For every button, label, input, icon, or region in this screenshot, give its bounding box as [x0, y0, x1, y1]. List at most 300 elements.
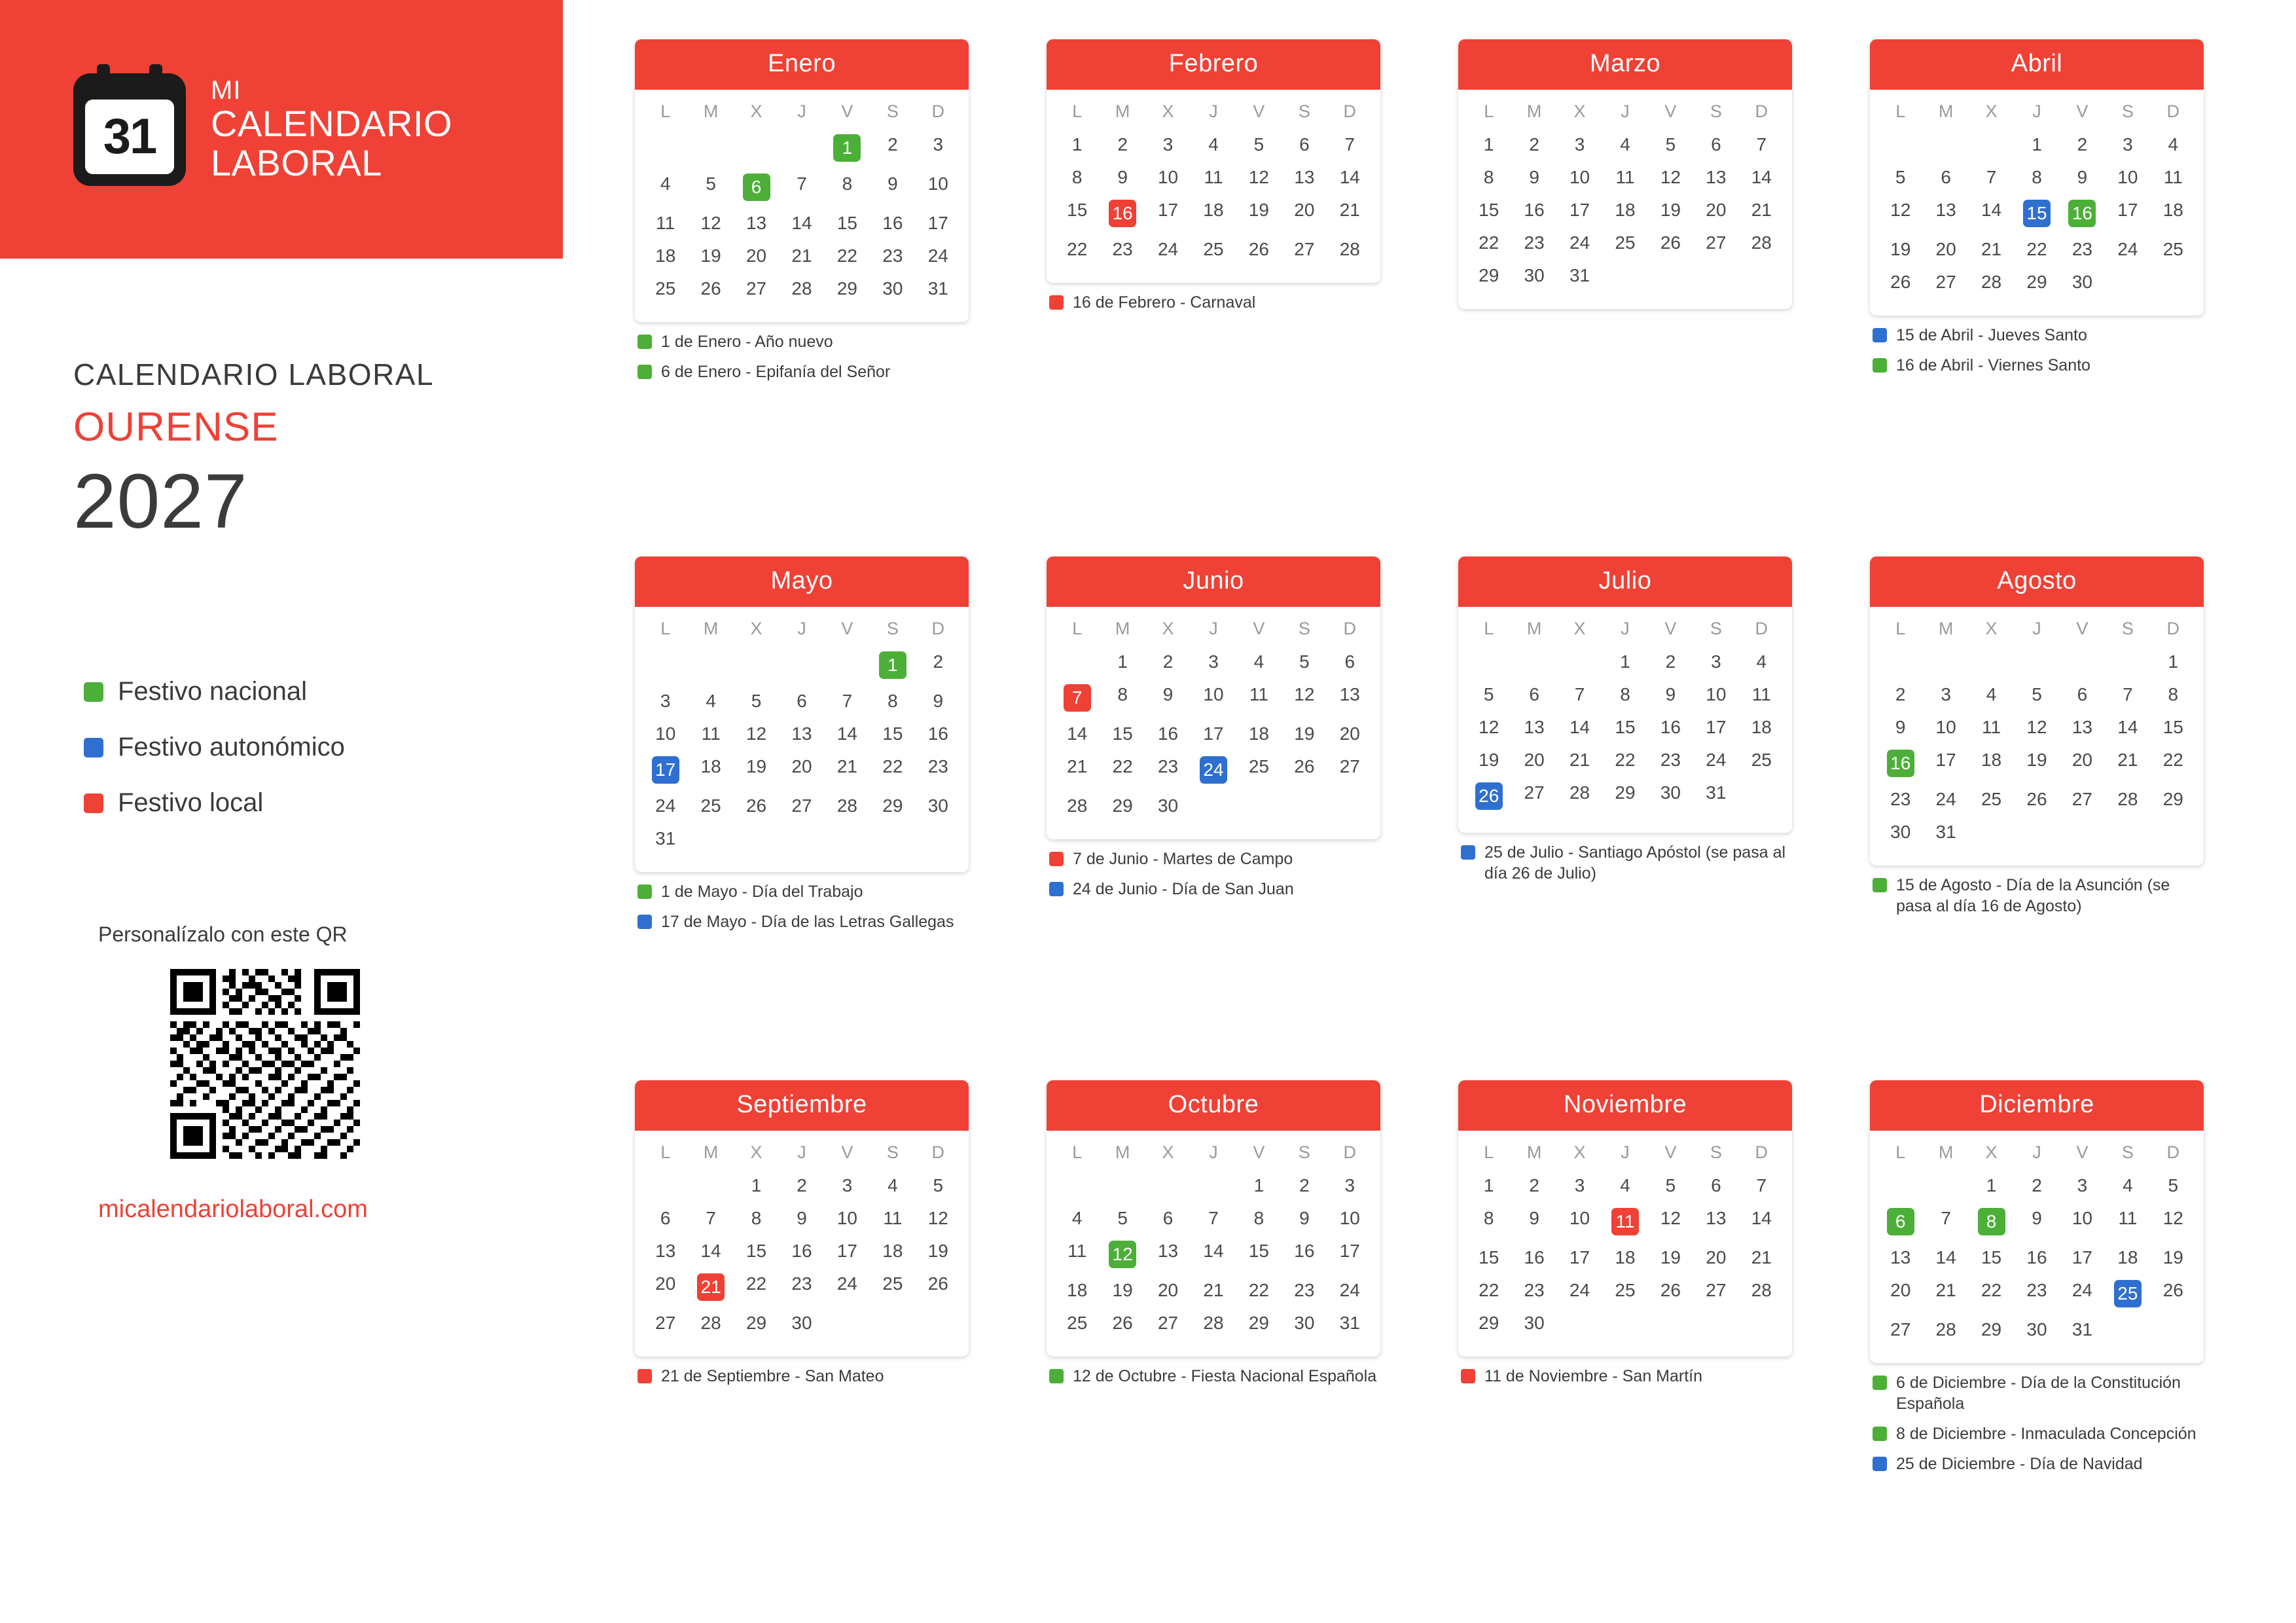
day-cell: 14 — [700, 1241, 721, 1261]
day-cell: 3 — [1711, 651, 1721, 672]
day-cell: 29 — [1981, 1319, 2002, 1340]
day-cell: 24 — [1706, 750, 1727, 770]
day-cell-empty — [1878, 646, 1923, 678]
day-cell: 22 — [882, 756, 903, 776]
website-link[interactable]: micalendariolaboral.com — [98, 1195, 368, 1223]
day-cell: 23 — [1660, 750, 1681, 770]
day-cell: 4 — [1208, 134, 1219, 155]
legend-label: Festivo local — [118, 788, 264, 817]
weekday-label: X — [1985, 101, 1998, 121]
week-row — [1878, 161, 2196, 194]
day-cell-empty — [2151, 1313, 2196, 1346]
day-cell: 4 — [2168, 134, 2179, 155]
day-cell: 16 — [1524, 1247, 1545, 1267]
holiday-notes — [1047, 848, 1380, 900]
day-cell — [688, 1267, 733, 1307]
day-cell: 26 — [1112, 1313, 1133, 1333]
day-cell: 18 — [2117, 1247, 2138, 1267]
day-cell: 29 — [1479, 1313, 1499, 1333]
day-cell-empty — [1878, 128, 1923, 161]
weekday-label: X — [1162, 1142, 1174, 1162]
day-cell: 10 — [2072, 1208, 2092, 1228]
week-row — [1878, 678, 2196, 711]
day-cell: 28 — [1935, 1319, 1956, 1340]
day-cell: 10 — [1203, 684, 1224, 704]
day-cell-empty — [734, 822, 779, 855]
weekday-label: J — [1621, 101, 1630, 121]
weekday-label: M — [1115, 619, 1130, 638]
day-cell: 24 — [655, 795, 676, 816]
day-cell-empty — [2014, 646, 2059, 678]
sidebar — [0, 0, 563, 1623]
day-cell: 9 — [888, 173, 898, 194]
weekday-label: D — [1755, 101, 1768, 121]
day-cell: 15 — [836, 213, 857, 233]
day-cell-empty — [2014, 816, 2059, 848]
day-cell: 14 — [1569, 717, 1590, 737]
day-cell — [1878, 744, 1923, 783]
qr-code-svg — [170, 969, 360, 1159]
day-cell-empty — [643, 646, 688, 685]
day-cell-empty — [2105, 1313, 2150, 1346]
weekday-label: S — [1710, 1142, 1722, 1162]
weekday-label: L — [1072, 619, 1083, 638]
weekday-label: D — [1343, 101, 1357, 121]
day-cell: 29 — [745, 1313, 767, 1333]
weekday-label: X — [1985, 1142, 1998, 1162]
day-cell: 29 — [1615, 782, 1636, 803]
holiday-note-text: 7 de Junio - Martes de Campo — [1073, 850, 1293, 868]
week-row — [1466, 1274, 1784, 1307]
day-cell: 14 — [1067, 723, 1088, 744]
week-row — [643, 718, 961, 750]
day-cell: 5 — [1483, 684, 1494, 704]
day-cell: 13 — [1890, 1247, 1911, 1267]
weekday-label: J — [2032, 101, 2041, 121]
day-cell: 18 — [1248, 723, 1269, 744]
day-cell-empty — [1602, 1307, 1647, 1340]
week-row — [1054, 678, 1372, 718]
weekday-label: M — [703, 101, 719, 121]
day-cell: 28 — [1751, 1280, 1772, 1300]
weekday-label: X — [1573, 1142, 1586, 1162]
day-cell: 2 — [2077, 134, 2088, 155]
day-cell: 8 — [1483, 1208, 1494, 1228]
day-cell: 12 — [1660, 1208, 1681, 1228]
day-cell: 15 — [1248, 1241, 1269, 1261]
weekday-label: M — [703, 619, 719, 638]
holiday-day-marker: 26 — [1475, 782, 1503, 810]
legend-label: Festivo nacional — [118, 677, 308, 706]
day-cell: 12 — [1479, 717, 1499, 737]
day-cell: 4 — [888, 1175, 898, 1195]
month-body — [1458, 90, 1792, 309]
weekday-label: M — [1526, 619, 1542, 638]
week-row — [1878, 1274, 2196, 1313]
week-row — [643, 1169, 961, 1202]
day-cell-empty — [1054, 646, 1100, 678]
weekday-label: L — [1895, 101, 1906, 121]
weekday-label: S — [2121, 619, 2134, 638]
month-title: Agosto — [1870, 556, 2204, 607]
weekday-label: M — [1115, 1142, 1130, 1162]
weekday-header-row — [643, 1132, 961, 1169]
day-cell: 25 — [1067, 1313, 1088, 1333]
day-cell: 18 — [1981, 750, 2002, 770]
week-row — [1878, 744, 2196, 783]
week-row — [1054, 750, 1372, 790]
week-row — [1054, 1169, 1372, 1202]
day-cell: 1 — [1071, 134, 1083, 155]
month-block — [1458, 39, 1792, 530]
day-cell-empty — [688, 646, 733, 685]
day-cell: 10 — [2117, 167, 2138, 187]
day-cell: 10 — [1157, 167, 1179, 187]
holiday-note — [1873, 1372, 2204, 1414]
legend — [0, 677, 563, 818]
month-card — [1870, 556, 2204, 866]
day-cell: 15 — [2162, 717, 2183, 737]
weekday-label: V — [2076, 101, 2089, 121]
day-cell-empty — [1145, 1169, 1191, 1202]
holiday-note-text: 25 de Julio - Santiago Apóstol (se pasa al día 26 de Julio) — [1484, 843, 1786, 883]
day-cell: 15 — [882, 723, 903, 744]
day-cell: 15 — [1067, 200, 1088, 220]
day-cell: 10 — [836, 1208, 857, 1228]
day-cell-empty — [688, 1169, 733, 1202]
holiday-note — [1873, 1423, 2204, 1444]
month-block — [1870, 39, 2204, 530]
day-cell: 23 — [791, 1273, 812, 1294]
week-row — [1054, 1202, 1372, 1235]
day-cell: 13 — [1294, 167, 1315, 187]
weekday-header-row — [1878, 608, 2196, 646]
day-cell: 20 — [1706, 1247, 1727, 1267]
day-cell: 30 — [1524, 1313, 1545, 1333]
weekday-label: L — [1072, 1142, 1083, 1162]
day-cell: 10 — [1706, 684, 1727, 704]
day-cell: 19 — [1294, 723, 1315, 744]
day-cell: 14 — [1751, 1208, 1772, 1228]
day-cell: 24 — [927, 246, 948, 266]
day-cell: 9 — [1299, 1208, 1310, 1228]
day-cell-empty — [1969, 128, 2014, 161]
holiday-note-text: 17 de Mayo - Día de las Letras Gallegas — [661, 913, 954, 931]
day-cell: 17 — [1569, 1247, 1590, 1267]
brand-header — [0, 0, 563, 259]
week-row — [643, 1267, 961, 1307]
day-cell: 23 — [927, 756, 948, 776]
weekday-label: D — [931, 619, 945, 638]
day-cell — [1969, 1202, 2014, 1241]
weekday-header-row — [643, 91, 961, 128]
holiday-note-text: 24 de Junio - Día de San Juan — [1073, 880, 1294, 898]
day-cell: 29 — [1248, 1313, 1269, 1333]
day-cell: 13 — [1935, 200, 1956, 220]
weekday-label: J — [1621, 1142, 1630, 1162]
day-cell: 12 — [2026, 717, 2047, 737]
day-cell: 8 — [2168, 684, 2179, 704]
day-cell: 20 — [1339, 723, 1360, 744]
day-cell: 27 — [1935, 272, 1956, 292]
weekday-label: S — [1298, 101, 1310, 121]
day-cell: 16 — [882, 213, 903, 233]
day-cell-empty — [643, 1169, 688, 1202]
day-cell: 23 — [1112, 239, 1133, 259]
month-title: Noviembre — [1458, 1080, 1792, 1131]
day-cell: 19 — [2026, 750, 2047, 770]
day-cell: 2 — [1665, 651, 1676, 672]
weekday-label: D — [1343, 1142, 1357, 1162]
day-cell: 22 — [1067, 239, 1088, 259]
holiday-color-swatch — [637, 365, 652, 379]
holiday-color-swatch — [1873, 1457, 1887, 1471]
day-cell: 2 — [933, 651, 944, 672]
weekday-label: L — [1895, 1142, 1906, 1162]
holiday-notes — [1870, 325, 2204, 376]
day-cell: 31 — [2072, 1319, 2092, 1340]
month-body — [1047, 607, 1380, 839]
day-cell: 10 — [1569, 167, 1590, 187]
day-cell: 28 — [2117, 789, 2138, 809]
legend-item — [84, 733, 563, 762]
week-row — [643, 1307, 961, 1340]
brand-line-1: MI — [211, 75, 242, 105]
weekday-label: M — [1938, 101, 1954, 121]
day-cell: 20 — [1524, 750, 1545, 770]
year-label: 2027 — [73, 458, 248, 545]
day-cell: 10 — [655, 723, 676, 744]
month-title: Junio — [1047, 556, 1380, 607]
day-cell: 17 — [1569, 200, 1590, 220]
week-row — [643, 272, 961, 305]
qr-block — [0, 922, 563, 1224]
weekday-label: X — [1985, 619, 1998, 638]
day-cell: 30 — [1890, 822, 1911, 842]
holiday-note — [637, 1366, 969, 1387]
day-cell: 8 — [888, 691, 898, 711]
weekday-label: J — [797, 619, 806, 638]
day-cell: 16 — [1157, 723, 1179, 744]
day-cell-empty — [1693, 1307, 1738, 1340]
holiday-note-text: 15 de Abril - Jueves Santo — [1896, 326, 2087, 344]
day-cell: 16 — [1660, 717, 1681, 737]
day-cell: 23 — [1524, 1280, 1545, 1300]
month-block — [635, 39, 969, 530]
weekday-label: L — [1484, 619, 1494, 638]
day-cell: 17 — [2072, 1247, 2092, 1267]
day-cell: 26 — [1248, 239, 1269, 259]
day-cell: 20 — [791, 756, 812, 776]
weekday-header-row — [1054, 91, 1372, 128]
day-cell-empty — [916, 1307, 961, 1340]
day-cell-empty — [779, 822, 824, 855]
weekday-label: V — [1253, 101, 1265, 121]
day-cell: 11 — [2118, 1208, 2138, 1228]
week-row — [1054, 128, 1372, 161]
day-cell: 29 — [882, 795, 903, 816]
day-cell: 2 — [1162, 651, 1174, 672]
day-cell: 24 — [1569, 232, 1590, 253]
weekday-label: J — [1209, 619, 1218, 638]
week-row — [1878, 233, 2196, 266]
weekday-header-row — [1466, 1132, 1784, 1169]
day-cell: 30 — [927, 795, 948, 816]
day-cell: 7 — [1208, 1208, 1219, 1228]
day-cell: 9 — [2077, 167, 2088, 187]
holiday-color-swatch — [637, 915, 652, 929]
weekday-label: X — [1162, 101, 1174, 121]
day-cell: 18 — [882, 1241, 903, 1261]
day-cell: 19 — [927, 1241, 948, 1261]
day-cell — [2014, 194, 2059, 233]
day-cell: 2 — [1299, 1175, 1310, 1195]
holiday-note — [1049, 1366, 1380, 1387]
day-cell: 13 — [1339, 684, 1360, 704]
week-row — [643, 240, 961, 272]
day-cell-empty — [1739, 259, 1784, 292]
weekday-label: X — [750, 619, 762, 638]
month-title: Febrero — [1047, 39, 1380, 90]
day-cell: 28 — [1339, 239, 1360, 259]
holiday-color-swatch — [1049, 852, 1064, 866]
day-cell: 30 — [1157, 795, 1179, 816]
day-cell: 28 — [836, 795, 857, 816]
legend-color-swatch — [84, 793, 103, 813]
day-cell: 22 — [745, 1273, 767, 1294]
day-cell: 24 — [1157, 239, 1179, 259]
week-row — [1054, 194, 1372, 233]
day-cell-empty — [1969, 816, 2014, 848]
day-cell: 15 — [1981, 1247, 2002, 1267]
weekday-label: S — [886, 1142, 899, 1162]
day-cell-empty — [688, 822, 733, 855]
week-row — [1878, 646, 2196, 678]
weekday-label: V — [841, 1142, 853, 1162]
day-cell: 2 — [797, 1175, 807, 1195]
day-cell: 25 — [1615, 232, 1636, 253]
holiday-note-text: 15 de Agosto - Día de la Asunción (se pasa al día 16 de Agosto) — [1896, 876, 2170, 915]
holiday-color-swatch — [1873, 878, 1887, 892]
day-cell: 23 — [2026, 1280, 2047, 1300]
day-cell: 20 — [1157, 1280, 1179, 1300]
weekday-label: S — [1710, 619, 1722, 638]
day-cell — [1100, 194, 1145, 233]
day-cell: 25 — [700, 795, 721, 816]
day-cell: 26 — [1294, 756, 1315, 776]
logo-ring-left — [97, 64, 110, 85]
day-cell: 23 — [1157, 756, 1179, 776]
day-cell: 17 — [1706, 717, 1727, 737]
month-title: Mayo — [635, 556, 969, 607]
holiday-notes — [1047, 1366, 1380, 1387]
week-row — [1878, 711, 2196, 744]
calendar-grid — [635, 39, 2238, 1565]
day-cell: 11 — [883, 1208, 903, 1228]
weekday-label: L — [1072, 101, 1083, 121]
day-cell-empty — [2060, 816, 2105, 848]
day-cell-empty — [825, 646, 870, 685]
week-row — [1054, 1307, 1372, 1340]
day-cell: 3 — [933, 134, 944, 155]
weekday-label: S — [2121, 1142, 2134, 1162]
weekday-label: J — [797, 101, 806, 121]
legend-item — [84, 788, 563, 818]
day-cell: 27 — [655, 1313, 676, 1333]
month-card — [635, 39, 969, 322]
weekday-header-row — [1054, 1132, 1372, 1169]
weekday-header-row — [1878, 91, 2196, 128]
weekday-label: S — [1298, 1142, 1310, 1162]
day-cell: 25 — [2162, 239, 2183, 259]
day-cell: 19 — [1479, 750, 1499, 770]
weekday-label: X — [1573, 619, 1586, 638]
day-cell: 22 — [2026, 239, 2047, 259]
holiday-notes — [635, 1366, 969, 1387]
week-row — [1054, 718, 1372, 750]
day-cell — [1466, 776, 1511, 816]
day-cell: 21 — [1981, 239, 2002, 259]
day-cell-empty — [779, 128, 824, 168]
holiday-day-marker: 7 — [1064, 684, 1091, 712]
day-cell: 9 — [1529, 1208, 1539, 1228]
day-cell-empty — [1511, 646, 1556, 678]
day-cell: 28 — [1751, 232, 1772, 253]
day-cell: 3 — [1574, 1175, 1585, 1195]
day-cell: 19 — [1660, 1247, 1681, 1267]
day-cell: 20 — [1890, 1280, 1911, 1300]
holiday-notes — [635, 881, 969, 932]
holiday-day-marker: 21 — [697, 1273, 725, 1301]
week-row — [1878, 194, 2196, 233]
day-cell: 13 — [1524, 717, 1545, 737]
weekday-label: L — [1895, 619, 1906, 638]
holiday-color-swatch — [1461, 845, 1475, 860]
day-cell: 3 — [1574, 134, 1585, 155]
day-cell: 18 — [1615, 200, 1636, 220]
weekday-label: V — [1664, 619, 1677, 638]
day-cell: 18 — [1203, 200, 1224, 220]
month-block — [1458, 556, 1792, 1054]
week-row — [1054, 233, 1372, 266]
day-cell-empty — [916, 822, 961, 855]
day-cell: 6 — [1941, 167, 1951, 187]
day-cell: 1 — [2032, 134, 2042, 155]
holiday-note — [1873, 1453, 2204, 1474]
holiday-notes — [1870, 1372, 2204, 1474]
holiday-color-swatch — [1461, 1369, 1475, 1383]
day-cell: 30 — [882, 278, 903, 299]
day-cell: 4 — [1620, 134, 1630, 155]
holiday-notes — [1458, 1366, 1792, 1387]
day-cell: 5 — [1665, 1175, 1676, 1195]
weekday-label: J — [1621, 619, 1630, 638]
calendar-logo-icon — [73, 73, 186, 186]
month-card — [1047, 556, 1380, 839]
day-cell-empty — [825, 1307, 870, 1340]
day-cell: 13 — [745, 213, 767, 233]
weekday-label: V — [1664, 101, 1677, 121]
day-cell: 26 — [2026, 789, 2047, 809]
day-cell: 22 — [1981, 1280, 2002, 1300]
holiday-notes — [1458, 842, 1792, 884]
day-cell: 7 — [1941, 1208, 1951, 1228]
day-cell: 4 — [660, 173, 671, 194]
day-cell: 7 — [1756, 1175, 1767, 1195]
day-cell: 23 — [1890, 789, 1911, 809]
day-cell: 27 — [2072, 789, 2092, 809]
holiday-note-text: 11 de Noviembre - San Martín — [1484, 1367, 1703, 1385]
